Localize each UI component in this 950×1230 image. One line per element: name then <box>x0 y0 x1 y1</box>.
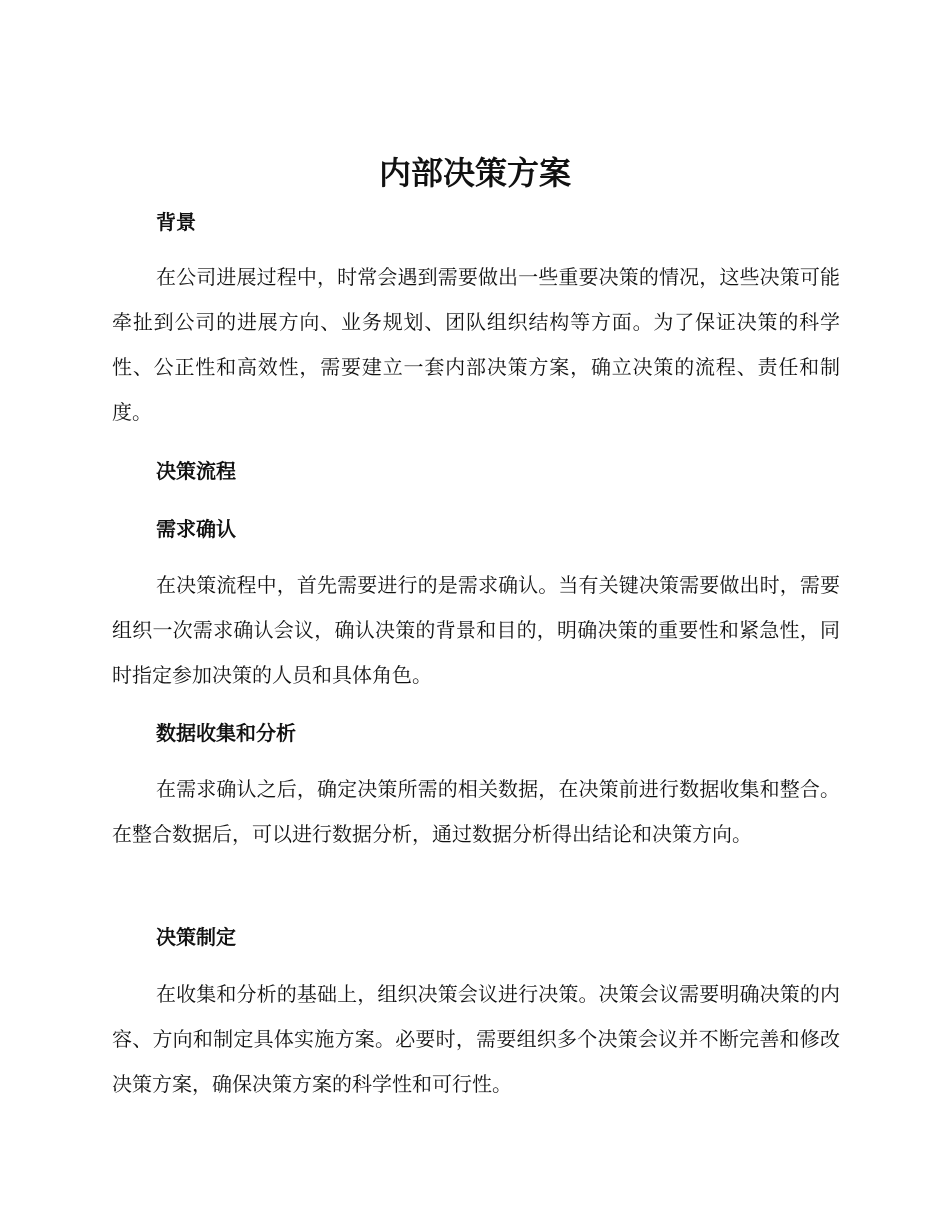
section-heading-decision-process: 决策流程 <box>156 459 236 483</box>
paragraph-background: 在公司进展过程中，时常会遇到需要做出一些重要决策的情况，这些决策可能牵扯到公司的进展方向、业务规划、团队组织结构等方面。为了保证决策的科学性、公正性和高效性，需要建立一套内部决策方案，确立决策的流程、责任和制度。 <box>112 265 840 424</box>
paragraph-requirement-confirmation: 在决策流程中，首先需要进行的是需求确认。当有关键决策需要做出时，需要组织一次需求确认会议，确认决策的背景和目的，明确决策的重要性和紧急性，同时指定参加决策的人员和具体角色。 <box>112 573 840 687</box>
section-heading-background: 背景 <box>156 210 196 234</box>
section-heading-requirement-confirmation: 需求确认 <box>156 517 236 541</box>
document-title: 内部决策方案 <box>378 154 571 192</box>
section-heading-data-collection: 数据收集和分析 <box>156 721 296 745</box>
section-heading-decision-making: 决策制定 <box>156 925 236 949</box>
paragraph-data-collection: 在需求确认之后，确定决策所需的相关数据，在决策前进行数据收集和整合。在整合数据后，可以进行数据分析，通过数据分析得出结论和决策方向。 <box>112 777 840 846</box>
paragraph-decision-making: 在收集和分析的基础上，组织决策会议进行决策。决策会议需要明确决策的内容、方向和制定具体实施方案。必要时，需要组织多个决策会议并不断完善和修改决策方案，确保决策方案的科学性和可行性。 <box>112 982 840 1096</box>
